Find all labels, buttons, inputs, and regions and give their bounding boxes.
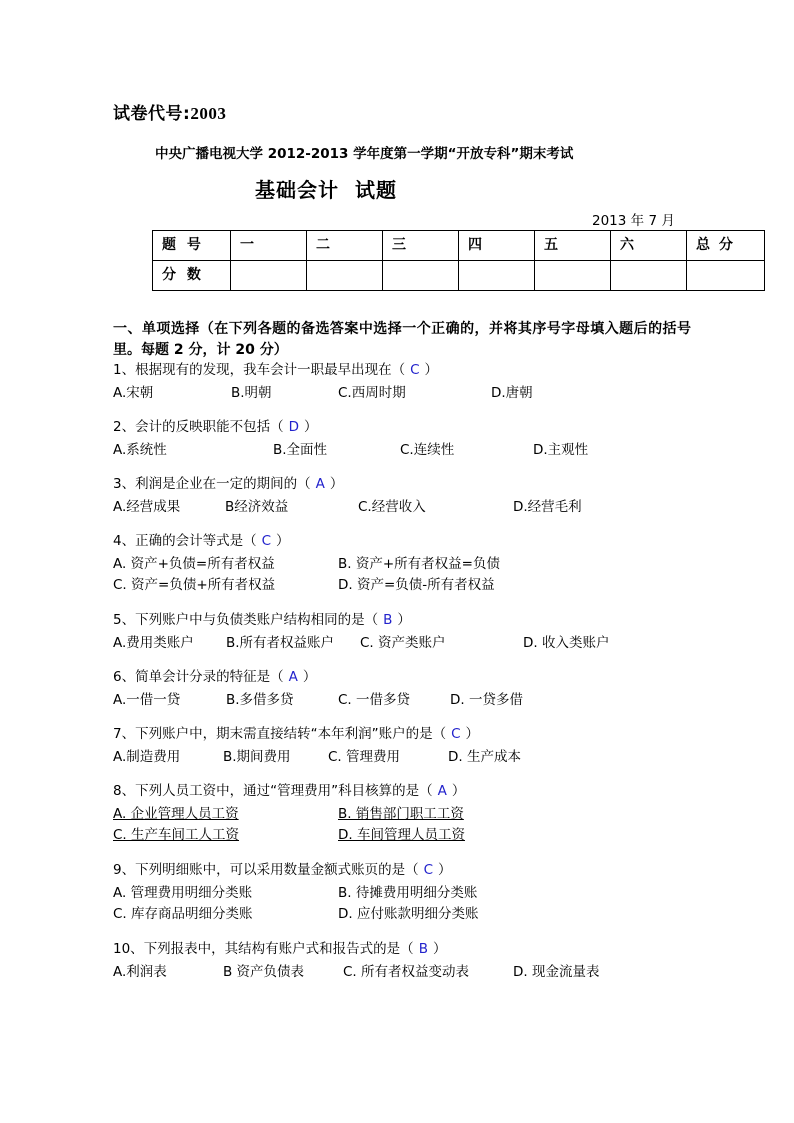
question-text: 根据现有的发现，我车会计一职最早出现在（ — [135, 362, 406, 378]
option-C[interactable] — [338, 383, 406, 403]
option-label: D. 一贷多借 — [450, 692, 523, 708]
question-paren-close: ） — [438, 862, 452, 878]
question-2 — [113, 417, 713, 460]
option-D[interactable] — [523, 633, 609, 653]
score-table-col-4: 四 — [459, 231, 535, 261]
score-cell-1[interactable] — [231, 261, 307, 291]
option-B[interactable] — [273, 440, 327, 460]
question-answer[interactable]: A — [315, 476, 325, 492]
option-A[interactable] — [113, 497, 180, 517]
exam-subject: 基础会计 — [255, 178, 339, 202]
option-C[interactable] — [113, 904, 253, 924]
option-A[interactable] — [113, 554, 275, 574]
score-table-row2-label: 分 数 — [153, 261, 231, 291]
option-B[interactable] — [338, 554, 500, 574]
option-row — [113, 825, 713, 846]
option-C[interactable] — [360, 633, 446, 653]
option-row — [113, 633, 713, 653]
option-label: A.系统性 — [113, 442, 167, 458]
question-number: 4、 — [113, 533, 136, 549]
option-label: C. 管理费用 — [328, 749, 401, 765]
question-4 — [113, 531, 713, 596]
question-answer[interactable]: B — [418, 941, 428, 957]
option-A[interactable] — [113, 883, 252, 903]
option-label: A.制造费用 — [113, 749, 181, 765]
question-answer[interactable]: C — [410, 362, 420, 378]
question-text: 简单会计分录的特征是（ — [135, 669, 284, 685]
question-answer[interactable]: C — [451, 726, 461, 742]
table-row-question-numbers — [153, 231, 765, 261]
question-stem — [113, 531, 713, 551]
option-C[interactable] — [113, 575, 275, 595]
score-cell-3[interactable] — [383, 261, 459, 291]
option-label: B 资产负债表 — [223, 964, 305, 980]
question-paren-close: ） — [397, 612, 411, 628]
question-9 — [113, 860, 713, 925]
option-label: D. 应付账款明细分类账 — [338, 906, 479, 922]
question-list — [113, 360, 713, 996]
question-3 — [113, 474, 713, 517]
option-row — [113, 962, 713, 982]
option-C[interactable] — [358, 497, 426, 517]
option-label: D. 资产=负债-所有者权益 — [338, 577, 495, 593]
option-label: D.主观性 — [533, 442, 589, 458]
option-B[interactable] — [231, 383, 272, 403]
option-label: C. 所有者权益变动表 — [343, 964, 470, 980]
option-row — [113, 440, 713, 460]
question-1 — [113, 360, 713, 403]
option-D[interactable] — [513, 962, 599, 982]
option-B[interactable] — [338, 883, 477, 903]
question-10 — [113, 939, 713, 982]
option-B[interactable] — [226, 690, 294, 710]
option-label: B经济效益 — [225, 499, 289, 515]
option-row — [113, 904, 713, 925]
question-answer[interactable]: C — [261, 533, 272, 549]
question-text: 下列报表中，其结构有账户式和报告式的是（ — [143, 941, 414, 957]
option-label: B. 待摊费用明细分类账 — [338, 885, 478, 901]
option-label: C.西周时期 — [338, 385, 406, 401]
option-label: C.连续性 — [400, 442, 455, 458]
exam-title-suffix: 试题 — [355, 178, 397, 202]
question-text: 下列账户中与负债类账户结构相同的是（ — [135, 612, 379, 628]
option-label: C. 一借多贷 — [338, 692, 411, 708]
option-C[interactable] — [328, 747, 400, 767]
score-table-total-label: 总 分 — [687, 231, 765, 261]
option-B[interactable] — [223, 962, 304, 982]
option-B[interactable] — [225, 497, 288, 517]
option-label: A.利润表 — [113, 964, 167, 980]
question-number: 5、 — [113, 612, 136, 628]
option-row — [113, 497, 713, 517]
question-7 — [113, 724, 713, 767]
question-paren-close: ） — [451, 783, 466, 799]
option-row — [113, 747, 713, 767]
paper-code-value: 2003 — [190, 104, 227, 123]
question-paren-close: ） — [424, 362, 439, 378]
score-table-body — [153, 231, 765, 291]
option-A[interactable] — [113, 804, 239, 824]
score-cell-5[interactable] — [535, 261, 611, 291]
option-label: D. 生产成本 — [448, 749, 521, 765]
option-row — [113, 804, 713, 825]
score-cell-total[interactable] — [687, 261, 765, 291]
option-label: D.经营毛利 — [513, 499, 582, 515]
question-number: 1、 — [113, 362, 136, 378]
question-answer[interactable]: D — [288, 419, 299, 435]
section-heading-single-choice: 一、单项选择（在下列各题的备选答案中选择一个正确的，并将其序号字母填入题后的括号里。每题 2 分，计 20 分） — [113, 321, 691, 358]
option-C[interactable] — [400, 440, 454, 460]
option-row — [113, 554, 713, 575]
option-label: D. 收入类账户 — [523, 635, 610, 651]
option-label: A. 管理费用明细分类账 — [113, 885, 253, 901]
question-text: 下列账户中，期末需直接结转“本年利润”账户的是（ — [135, 726, 447, 742]
question-stem — [113, 724, 713, 744]
question-number: 2、 — [113, 419, 136, 435]
question-text: 下列明细账中，可以采用数量金额式账页的是（ — [135, 862, 419, 878]
option-label: C. 库存商品明细分类账 — [113, 906, 253, 922]
question-paren-close: ） — [276, 533, 290, 549]
question-number: 3、 — [113, 476, 136, 492]
option-C[interactable] — [113, 825, 239, 845]
option-label: B. 资产+所有者权益=负债 — [338, 556, 500, 572]
option-label: A.一借一贷 — [113, 692, 181, 708]
question-answer[interactable]: C — [423, 862, 434, 878]
option-label: A. 资产+负债=所有者权益 — [113, 556, 275, 572]
question-answer[interactable]: A — [288, 669, 298, 685]
option-label: C. 生产车间工人工资 — [113, 827, 240, 843]
question-stem — [113, 939, 713, 959]
option-label: B.所有者权益账户 — [226, 635, 335, 651]
question-stem — [113, 667, 713, 687]
option-A[interactable] — [113, 747, 180, 767]
option-row — [113, 883, 713, 904]
option-B[interactable] — [338, 804, 464, 824]
score-table-col-5: 五 — [535, 231, 611, 261]
option-row — [113, 575, 713, 596]
exam-date: 2013 年 7 月 — [592, 213, 675, 229]
option-label: D.唐朝 — [491, 385, 533, 401]
option-row — [113, 690, 713, 710]
score-cell-2[interactable] — [307, 261, 383, 291]
question-text: 利润是企业在一定的期间的（ — [135, 476, 311, 492]
option-D[interactable] — [450, 690, 523, 710]
option-label: B.明朝 — [231, 385, 272, 401]
question-paren-close: ） — [304, 419, 318, 435]
option-A[interactable] — [113, 633, 194, 653]
question-6 — [113, 667, 713, 710]
table-row-scores — [153, 261, 765, 291]
question-number: 7、 — [113, 726, 136, 742]
question-number: 10、 — [113, 941, 144, 957]
question-number: 8、 — [113, 783, 136, 799]
question-stem — [113, 610, 713, 630]
score-table-col-3: 三 — [383, 231, 459, 261]
option-A[interactable] — [113, 440, 167, 460]
question-stem — [113, 781, 713, 801]
option-C[interactable] — [338, 690, 410, 710]
option-label: B.全面性 — [273, 442, 328, 458]
question-paren-close: ） — [329, 476, 344, 492]
option-B[interactable] — [226, 633, 334, 653]
question-number: 6、 — [113, 669, 136, 685]
option-row — [113, 383, 713, 403]
option-label: A.经营成果 — [113, 499, 181, 515]
option-label: C. 资产类账户 — [360, 635, 446, 651]
option-D[interactable] — [491, 383, 533, 403]
option-D[interactable] — [448, 747, 521, 767]
option-B[interactable] — [223, 747, 291, 767]
score-table — [152, 230, 765, 291]
score-table-row1-label: 题 号 — [153, 231, 231, 261]
score-cell-4[interactable] — [459, 261, 535, 291]
score-table-col-2: 二 — [307, 231, 383, 261]
option-label: A.宋朝 — [113, 385, 154, 401]
option-C[interactable] — [343, 962, 469, 982]
paper-code-label: 试卷代号: — [113, 104, 191, 124]
university-exam-line: 中央广播电视大学 2012-2013 学年度第一学期“开放专科”期末考试 — [155, 146, 574, 162]
option-label: B.期间费用 — [223, 749, 291, 765]
question-answer[interactable]: B — [383, 612, 393, 628]
question-answer[interactable]: A — [437, 783, 447, 799]
option-label: C.经营收入 — [358, 499, 426, 515]
option-A[interactable] — [113, 962, 167, 982]
question-stem — [113, 360, 713, 380]
question-text: 会计的反映职能不包括（ — [135, 419, 284, 435]
score-table-col-1: 一 — [231, 231, 307, 261]
option-D[interactable] — [533, 440, 588, 460]
option-label: A. 企业管理人员工资 — [113, 806, 239, 822]
option-label: B.多借多贷 — [226, 692, 294, 708]
question-8 — [113, 781, 713, 846]
question-paren-close: ） — [432, 941, 447, 957]
option-label: C. 资产=负债+所有者权益 — [113, 577, 276, 593]
question-text: 正确的会计等式是（ — [135, 533, 257, 549]
question-paren-close: ） — [302, 669, 317, 685]
score-table-col-6: 六 — [611, 231, 687, 261]
option-label: D. 车间管理人员工资 — [338, 827, 465, 843]
score-table-container — [152, 230, 735, 291]
score-cell-6[interactable] — [611, 261, 687, 291]
option-label: A.费用类账户 — [113, 635, 194, 651]
option-D[interactable] — [513, 497, 582, 517]
question-stem — [113, 474, 713, 494]
question-stem — [113, 860, 713, 880]
page-title — [255, 174, 397, 203]
option-label: D. 现金流量表 — [513, 964, 600, 980]
option-A[interactable] — [113, 690, 180, 710]
question-5 — [113, 610, 713, 653]
option-label: B. 销售部门职工工资 — [338, 806, 464, 822]
question-stem — [113, 417, 713, 437]
paper-code — [113, 99, 226, 124]
option-D[interactable] — [338, 575, 495, 595]
question-number: 9、 — [113, 862, 136, 878]
question-paren-close: ） — [465, 726, 480, 742]
option-D[interactable] — [338, 825, 465, 845]
option-A[interactable] — [113, 383, 153, 403]
option-D[interactable] — [338, 904, 478, 924]
question-text: 下列人员工资中，通过“管理费用”科目核算的是（ — [135, 783, 433, 799]
